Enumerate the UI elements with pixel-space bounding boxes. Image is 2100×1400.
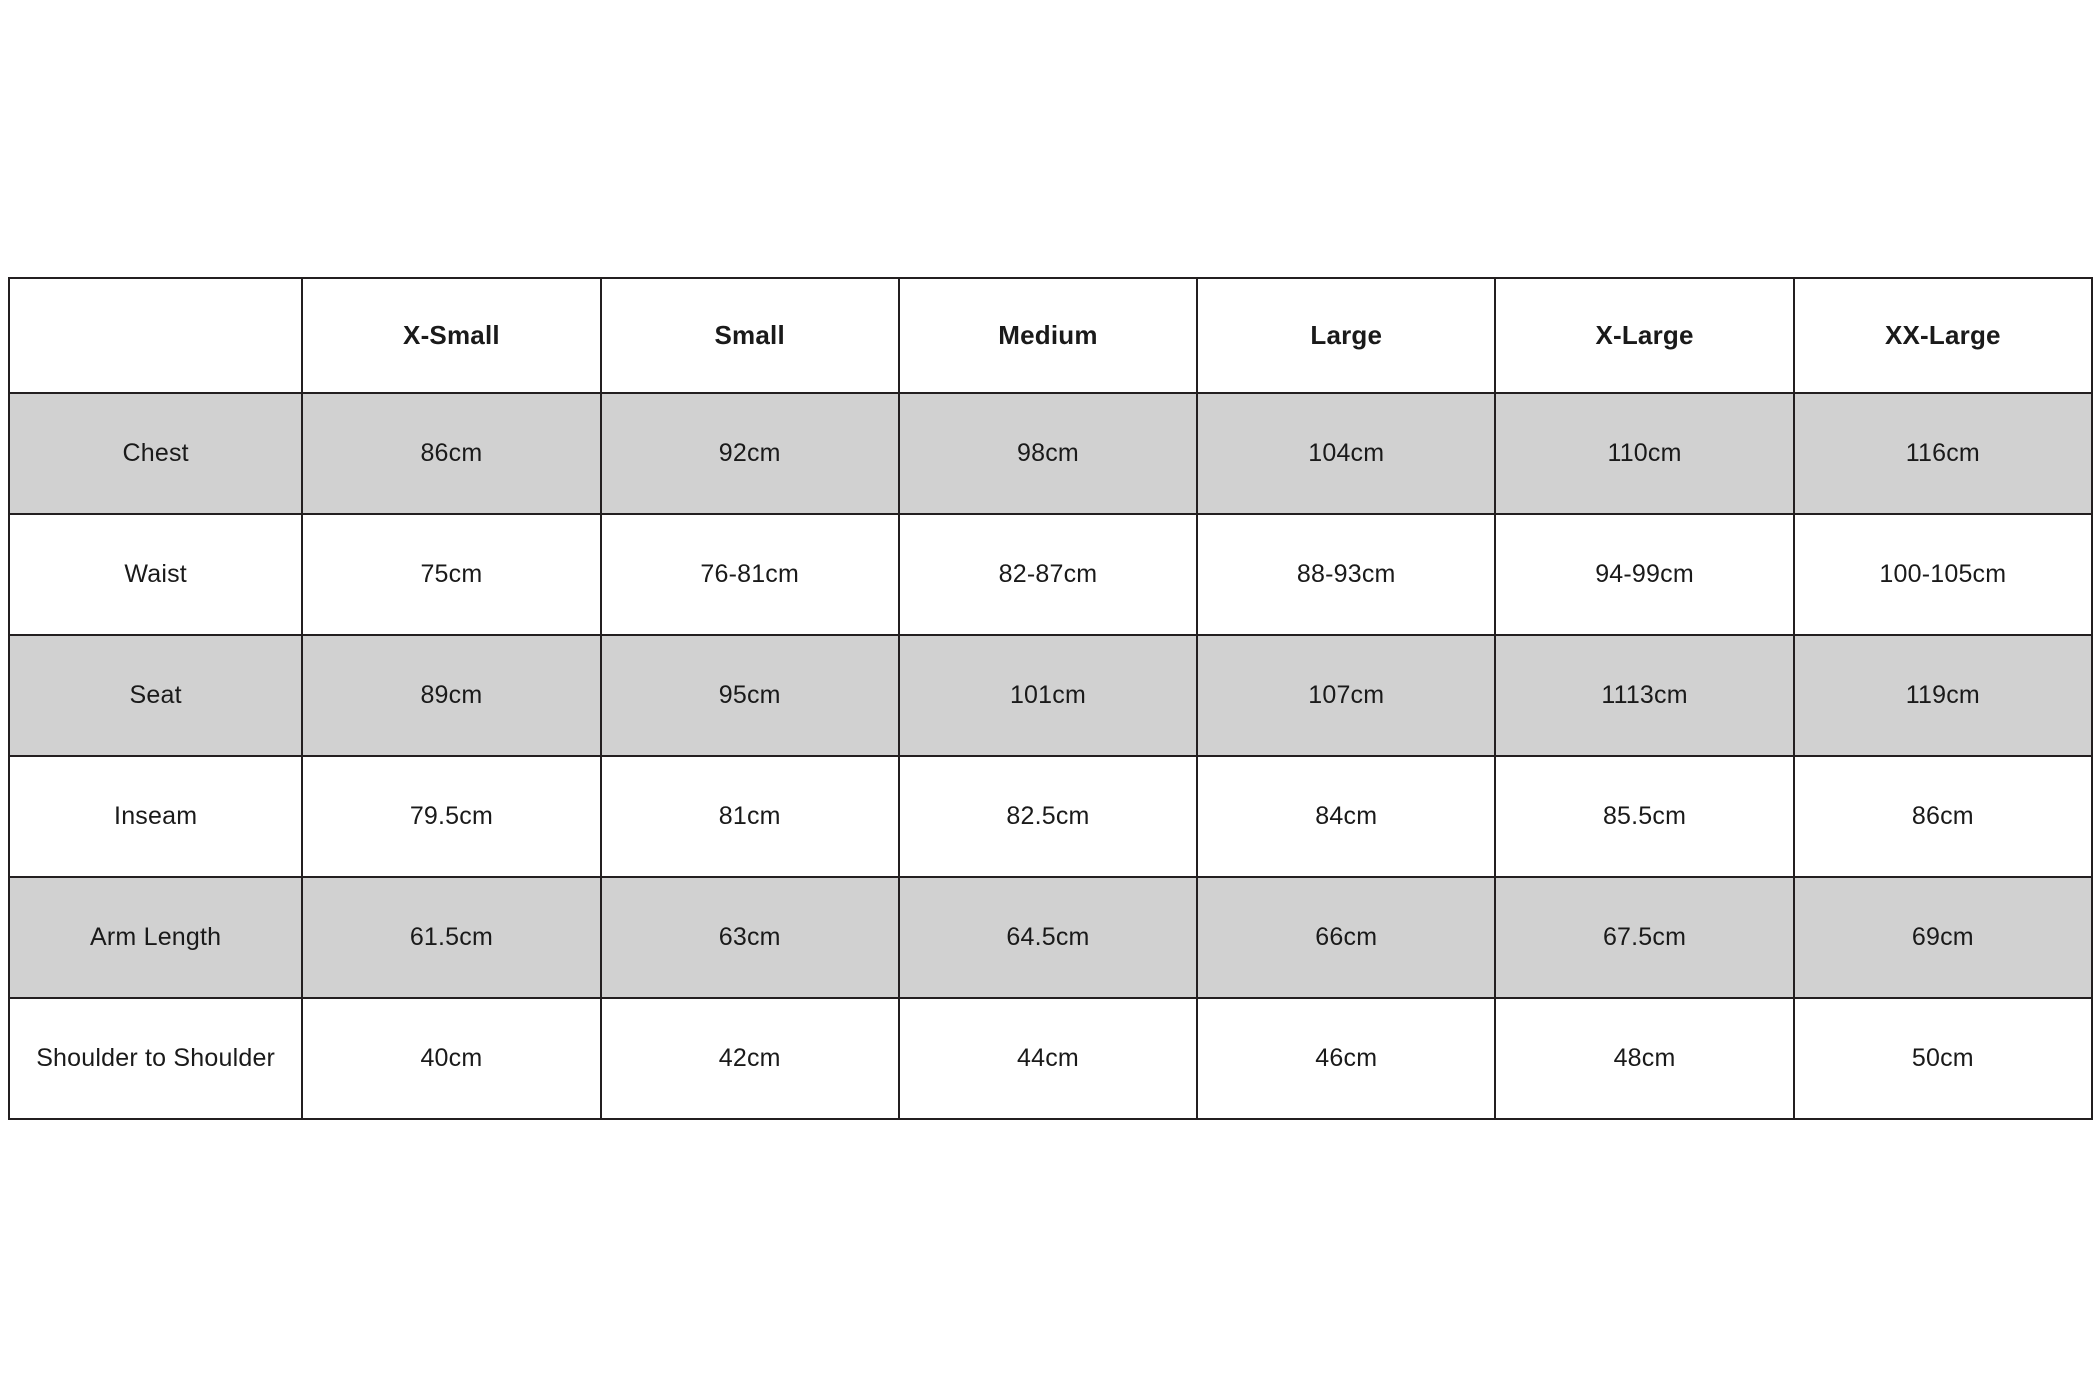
cell-chest-medium: 98cm [899, 393, 1197, 514]
cell-chest-xx-large: 116cm [1794, 393, 2092, 514]
header-row [9, 278, 2092, 393]
cell-seat-small: 95cm [601, 635, 899, 756]
size-chart-table-wrapper [8, 277, 2093, 1120]
cell-arm-length-xx-large: 69cm [1794, 877, 2092, 998]
cell-chest-x-large: 110cm [1495, 393, 1793, 514]
cell-chest-large: 104cm [1197, 393, 1495, 514]
cell-seat-x-small: 89cm [302, 635, 600, 756]
cell-arm-length-medium: 64.5cm [899, 877, 1197, 998]
cell-arm-length-x-large: 67.5cm [1495, 877, 1793, 998]
cell-shoulder-xx-large: 50cm [1794, 998, 2092, 1119]
cell-waist-x-large: 94-99cm [1495, 514, 1793, 635]
cell-chest-small: 92cm [601, 393, 899, 514]
row-label-chest: Chest [9, 393, 302, 514]
cell-inseam-x-small: 79.5cm [302, 756, 600, 877]
cell-waist-xx-large: 100-105cm [1794, 514, 2092, 635]
cell-waist-large: 88-93cm [1197, 514, 1495, 635]
cell-shoulder-large: 46cm [1197, 998, 1495, 1119]
column-header-small: Small [601, 278, 899, 393]
table-row [9, 635, 2092, 756]
table-row [9, 756, 2092, 877]
cell-seat-medium: 101cm [899, 635, 1197, 756]
row-label-seat: Seat [9, 635, 302, 756]
cell-inseam-x-large: 85.5cm [1495, 756, 1793, 877]
row-label-arm-length: Arm Length [9, 877, 302, 998]
column-header-xx-large: XX-Large [1794, 278, 2092, 393]
table-corner-cell [9, 278, 302, 393]
cell-shoulder-x-small: 40cm [302, 998, 600, 1119]
row-label-waist: Waist [9, 514, 302, 635]
cell-seat-large: 107cm [1197, 635, 1495, 756]
size-chart-table [8, 277, 2093, 1120]
cell-waist-x-small: 75cm [302, 514, 600, 635]
cell-waist-medium: 82-87cm [899, 514, 1197, 635]
cell-inseam-xx-large: 86cm [1794, 756, 2092, 877]
row-label-inseam: Inseam [9, 756, 302, 877]
column-header-large: Large [1197, 278, 1495, 393]
cell-shoulder-medium: 44cm [899, 998, 1197, 1119]
cell-seat-xx-large: 119cm [1794, 635, 2092, 756]
table-row [9, 877, 2092, 998]
cell-arm-length-small: 63cm [601, 877, 899, 998]
cell-arm-length-large: 66cm [1197, 877, 1495, 998]
cell-arm-length-x-small: 61.5cm [302, 877, 600, 998]
row-label-shoulder-to-shoulder: Shoulder to Shoulder [9, 998, 302, 1119]
column-header-x-small: X-Small [302, 278, 600, 393]
table-header [9, 278, 2092, 393]
table-row [9, 514, 2092, 635]
cell-inseam-large: 84cm [1197, 756, 1495, 877]
table-body [9, 393, 2092, 1119]
cell-chest-x-small: 86cm [302, 393, 600, 514]
column-header-x-large: X-Large [1495, 278, 1793, 393]
cell-inseam-small: 81cm [601, 756, 899, 877]
table-row [9, 998, 2092, 1119]
cell-shoulder-small: 42cm [601, 998, 899, 1119]
cell-inseam-medium: 82.5cm [899, 756, 1197, 877]
cell-seat-x-large: 1113cm [1495, 635, 1793, 756]
cell-shoulder-x-large: 48cm [1495, 998, 1793, 1119]
table-row [9, 393, 2092, 514]
column-header-medium: Medium [899, 278, 1197, 393]
cell-waist-small: 76-81cm [601, 514, 899, 635]
